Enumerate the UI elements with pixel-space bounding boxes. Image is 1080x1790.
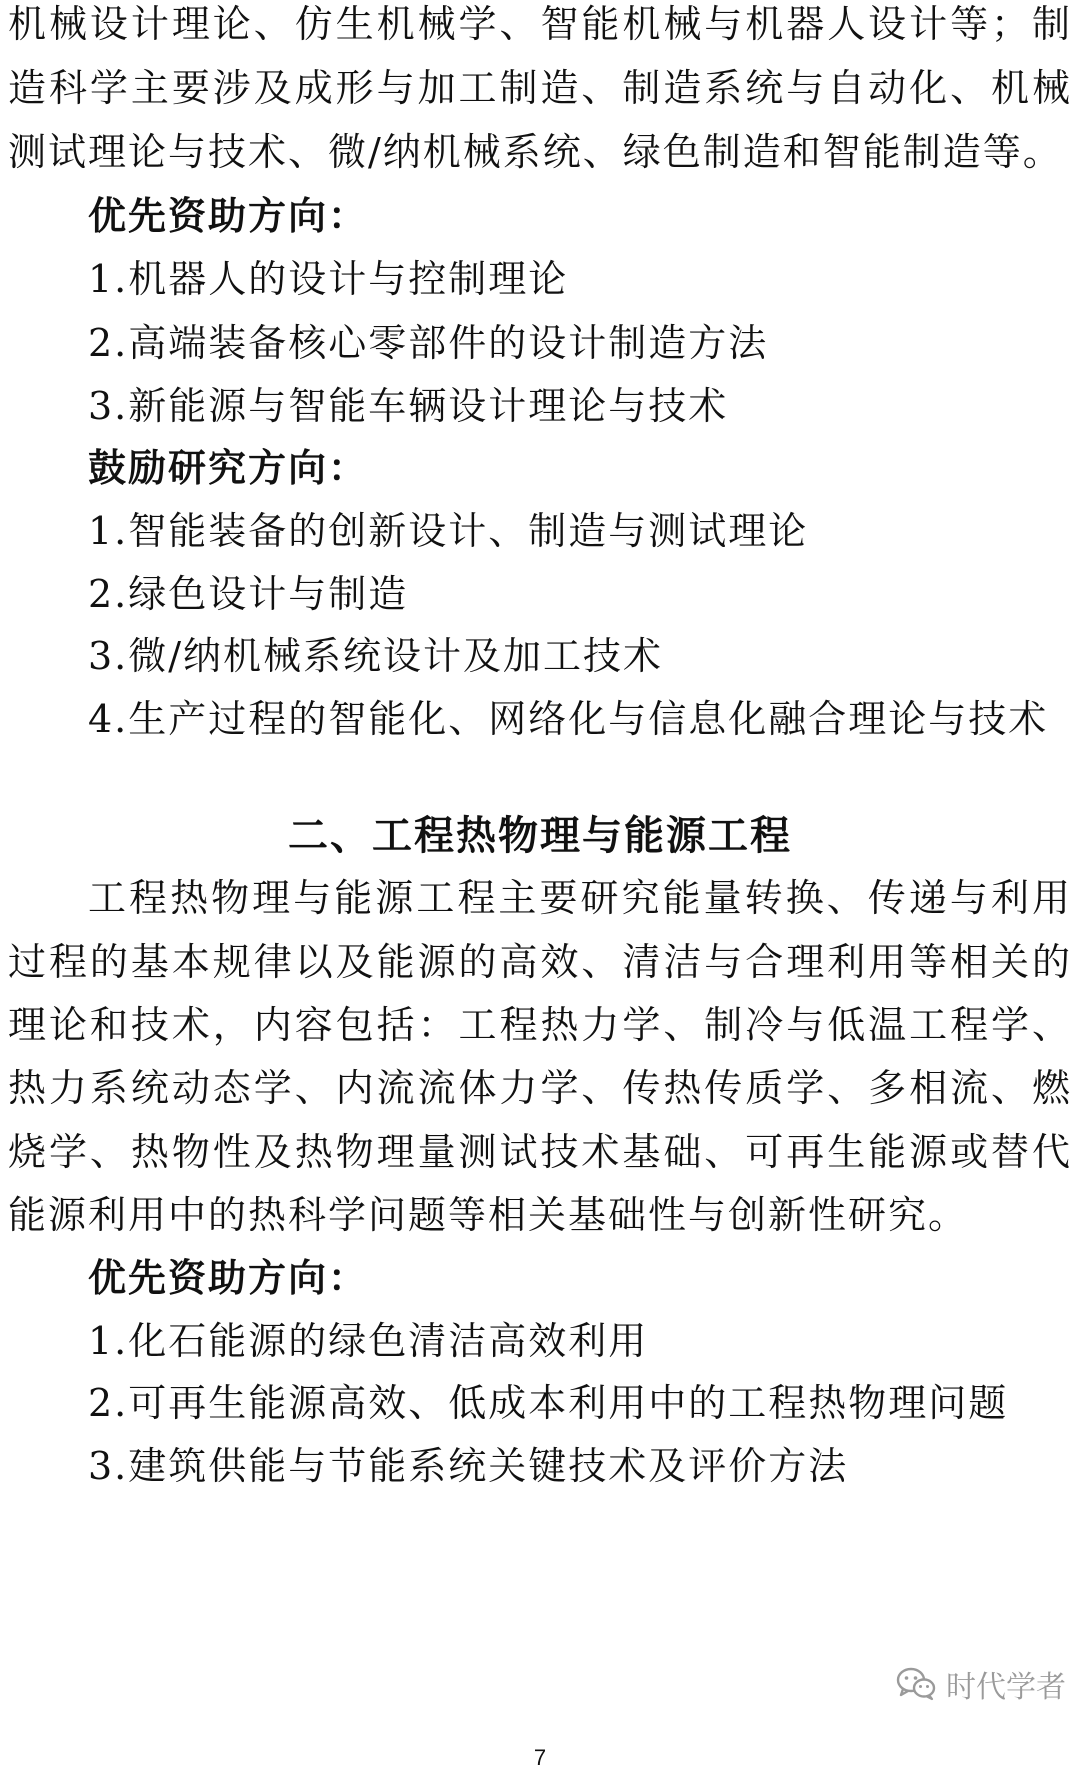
section2-paragraph-line-2: 过程的基本规律以及能源的高效、清洁与合理利用等相关的 (8, 940, 1072, 984)
intro-line-2: 造科学主要涉及成形与加工制造、制造系统与自动化、机械 (8, 66, 1072, 110)
section1-priority-label: 优先资助方向： (88, 193, 369, 238)
section2-priority-label: 优先资助方向： (88, 1255, 369, 1300)
section2-paragraph-line-1: 工程热物理与能源工程主要研究能量转换、传递与利用 (88, 876, 1072, 920)
intro-line-1: 机械设计理论、仿生机械学、智能机械与机器人设计等；制 (8, 2, 1072, 46)
watermark-text: 时代学者 (946, 1671, 1066, 1704)
intro-line-3: 测试理论与技术、微/纳机械系统、绿色制造和智能制造等。 (8, 130, 1063, 174)
section1-priority-item-1: 1.机器人的设计与控制理论 (88, 257, 569, 301)
watermark (896, 1662, 1066, 1706)
section2-paragraph-line-5: 烧学、热物性及热物理量测试技术基础、可再生能源或替代 (8, 1130, 1072, 1174)
section2-priority-item-1: 1.化石能源的绿色清洁高效利用 (88, 1319, 649, 1363)
section1-encourage-label: 鼓励研究方向： (88, 445, 369, 490)
section2-paragraph-line-6: 能源利用中的热科学问题等相关基础性与创新性研究。 (8, 1193, 969, 1237)
section1-encourage-item-2: 2.绿色设计与制造 (88, 572, 409, 616)
section1-priority-item-2: 2.高端装备核心零部件的设计制造方法 (88, 321, 769, 365)
section1-priority-item-3: 3.新能源与智能车辆设计理论与技术 (88, 384, 729, 428)
section2-paragraph-line-3: 理论和技术，内容包括：工程热力学、制冷与低温工程学、 (8, 1003, 1072, 1047)
section2-paragraph-line-4: 热力系统动态学、内流流体力学、传热传质学、多相流、燃 (8, 1066, 1072, 1110)
wechat-icon (896, 1667, 936, 1701)
section2-priority-item-3: 3.建筑供能与节能系统关键技术及评价方法 (88, 1444, 849, 1488)
section1-encourage-item-4: 4.生产过程的智能化、网络化与信息化融合理论与技术 (88, 697, 1049, 741)
page-number: 7 (533, 1745, 547, 1770)
section2-priority-item-2: 2.可再生能源高效、低成本利用中的工程热物理问题 (88, 1381, 1009, 1425)
section1-encourage-item-1: 1.智能装备的创新设计、制造与测试理论 (88, 509, 809, 553)
section2-title: 二、工程热物理与能源工程 (288, 812, 792, 859)
section1-encourage-item-3: 3.微/纳机械系统设计及加工技术 (88, 634, 664, 678)
